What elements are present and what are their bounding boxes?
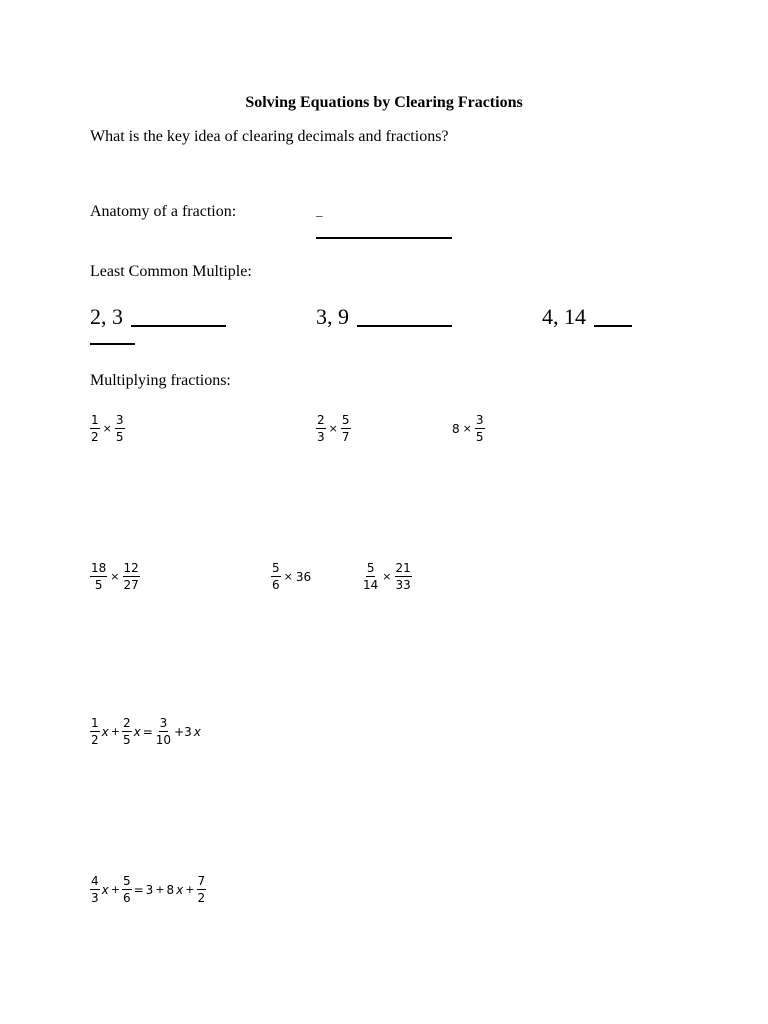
anatomy-mark: _ [316, 203, 323, 218]
numerator: 5 [341, 413, 350, 427]
fraction [123, 561, 140, 592]
numerator: 4 [91, 874, 99, 888]
times-sign: × [110, 570, 120, 583]
denominator: 7 [341, 430, 350, 444]
numerator: 1 [91, 716, 99, 730]
constant: 3 [145, 882, 154, 897]
variable-x: x [133, 724, 141, 739]
times-sign: × [283, 570, 293, 583]
anatomy-label: Anatomy of a fraction: [90, 203, 237, 220]
denominator: 2 [197, 891, 206, 905]
denominator: 2 [91, 430, 99, 444]
fraction [395, 561, 412, 592]
numerator: 3 [159, 716, 168, 730]
whole-number: 36 [295, 569, 312, 584]
lcm-item-3: 4, 14 [542, 304, 586, 329]
numerator: 1 [91, 413, 99, 427]
denominator: 6 [272, 578, 280, 592]
plus-sign: + [185, 883, 195, 896]
fraction [155, 716, 172, 747]
fraction [90, 413, 100, 444]
numerator: 5 [366, 561, 375, 575]
numerator: 2 [122, 716, 131, 730]
fraction [115, 413, 125, 444]
lcm-label: Least Common Multiple: [90, 263, 252, 280]
denominator: 5 [115, 430, 124, 444]
problem-5 [271, 561, 311, 592]
denominator: 27 [123, 578, 139, 592]
lcm-item-2: 3, 9 [316, 304, 349, 329]
lcm-blank-2 [357, 325, 452, 327]
plus-sign: + [110, 725, 120, 738]
numerator: 3 [475, 413, 484, 427]
fraction [316, 413, 326, 444]
denominator: 14 [363, 578, 379, 592]
denominator: 2 [91, 733, 99, 747]
equals-sign: = [142, 724, 153, 739]
problem-6 [362, 561, 412, 592]
numerator: 5 [272, 561, 280, 575]
multiplying-label: Multiplying fractions: [90, 372, 231, 389]
denominator: 5 [122, 733, 131, 747]
denominator: 10 [155, 733, 172, 747]
equals-sign: = [133, 882, 144, 897]
times-sign: × [462, 422, 472, 435]
lcm-blank-1 [131, 325, 226, 327]
denominator: 3 [317, 430, 325, 444]
lcm-item-1: 2, 3 [90, 304, 123, 329]
fraction [122, 716, 132, 747]
anatomy-answer-line [316, 237, 452, 239]
numerator: 21 [395, 561, 411, 575]
lcm-blank-3-continued [90, 343, 135, 345]
fraction [90, 716, 100, 747]
plus-sign: + [155, 883, 165, 896]
equation-1 [90, 716, 201, 747]
denominator: 5 [475, 430, 484, 444]
times-sign: × [382, 570, 392, 583]
fraction [475, 413, 485, 444]
numerator: 7 [197, 874, 206, 888]
problem-1 [90, 413, 125, 444]
fraction [197, 874, 207, 905]
lcm-blank-3 [594, 325, 632, 327]
plus-sign: + [110, 883, 120, 896]
numerator: 2 [317, 413, 325, 427]
denominator: 6 [122, 891, 131, 905]
fraction [362, 561, 379, 592]
whole-number: 8 [452, 421, 460, 436]
equation-2 [90, 874, 206, 905]
term: +3 [174, 724, 192, 739]
variable-x: x [176, 882, 184, 897]
page-title: Solving Equations by Clearing Fractions [245, 94, 523, 111]
numerator: 12 [123, 561, 139, 575]
fraction [122, 874, 132, 905]
fraction [341, 413, 351, 444]
fraction [90, 874, 100, 905]
fraction [271, 561, 281, 592]
fraction [90, 561, 107, 592]
denominator: 3 [91, 891, 99, 905]
coefficient: 8 [166, 882, 175, 897]
problem-4 [90, 561, 140, 592]
times-sign: × [102, 422, 112, 435]
variable-x: x [101, 882, 109, 897]
numerator: 5 [122, 874, 131, 888]
times-sign: × [328, 422, 338, 435]
key-idea-question: What is the key idea of clearing decimals and fractions? [90, 128, 449, 145]
numerator: 18 [91, 561, 107, 575]
numerator: 3 [115, 413, 124, 427]
variable-x: x [193, 724, 201, 739]
denominator: 33 [395, 578, 411, 592]
problem-3 [452, 413, 485, 444]
problem-2 [316, 413, 351, 444]
denominator: 5 [94, 578, 103, 592]
variable-x: x [101, 724, 109, 739]
